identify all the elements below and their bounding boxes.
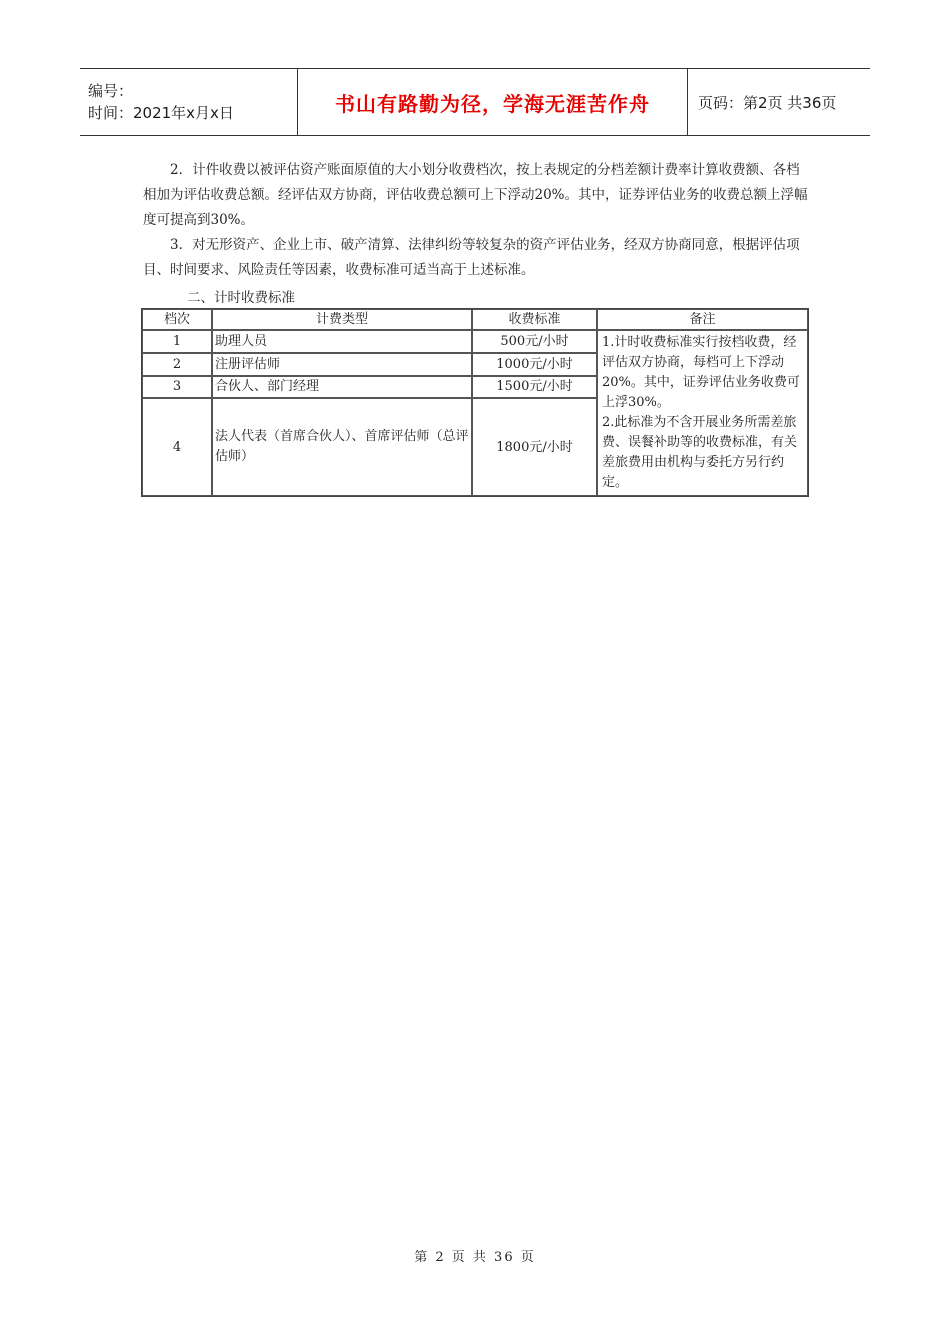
note-1: 1.计时收费标准实行按档收费，经评估双方协商，每档可上下浮动20%。其中，证券评估业务收费可上浮30%。 xyxy=(602,335,800,410)
row-level: 2 xyxy=(142,353,212,376)
page-footer: 第 2 页 共 36 页 xyxy=(414,1250,536,1265)
row-type: 法人代表（首席合伙人）、首席评估师（总评估师） xyxy=(212,398,472,496)
section-title: 二、计时收费标准 xyxy=(187,290,295,306)
table-row xyxy=(142,330,808,353)
header-type: 计费类型 xyxy=(212,309,472,330)
row-rate: 1000元/小时 xyxy=(472,353,597,376)
note-2: 2.此标准为不含开展业务所需差旅费、误餐补助等的收费标准，有关差旅费用由机构与委托方另行约定。 xyxy=(602,415,798,490)
page-header xyxy=(80,68,870,136)
row-rate: 1500元/小时 xyxy=(472,376,597,399)
page-info: 页码：第2页 共36页 xyxy=(688,69,871,136)
table-header-row xyxy=(142,309,808,330)
row-level: 3 xyxy=(142,376,212,399)
row-level: 1 xyxy=(142,330,212,353)
document-body xyxy=(143,158,808,283)
serial-label: 编号： xyxy=(88,82,134,100)
fee-table xyxy=(141,308,809,497)
paragraph-2: 2．计件收费以被评估资产账面原值的大小划分收费档次，按上表规定的分档差额计费率计算收费额、各档相加为评估收费总额。经评估双方协商，评估收费总额可上下浮动20%。其中，证券评估业务的收费总额上浮幅度可提高到30%。 xyxy=(143,162,808,228)
row-type: 合伙人、部门经理 xyxy=(212,376,472,399)
row-rate: 1800元/小时 xyxy=(472,398,597,496)
note-cell xyxy=(597,330,808,496)
header-level: 档次 xyxy=(142,309,212,330)
row-rate: 500元/小时 xyxy=(472,330,597,353)
row-type: 助理人员 xyxy=(212,330,472,353)
header-motto-cell xyxy=(298,69,688,136)
paragraph-3: 3．对无形资产、企业上市、破产清算、法律纠纷等较复杂的资产评估业务，经双方协商同意，根据评估项目、时间要求、风险责任等因素，收费标准可适当高于上述标准。 xyxy=(143,237,800,278)
motto: 书山有路勤为径，学海无涯苦作舟 xyxy=(335,91,650,116)
row-type: 注册评估师 xyxy=(212,353,472,376)
header-note: 备注 xyxy=(597,309,808,330)
header-meta xyxy=(80,69,298,136)
header-rate: 收费标准 xyxy=(472,309,597,330)
row-level: 4 xyxy=(142,398,212,496)
time-label: 时间：2021年x月x日 xyxy=(88,104,234,122)
